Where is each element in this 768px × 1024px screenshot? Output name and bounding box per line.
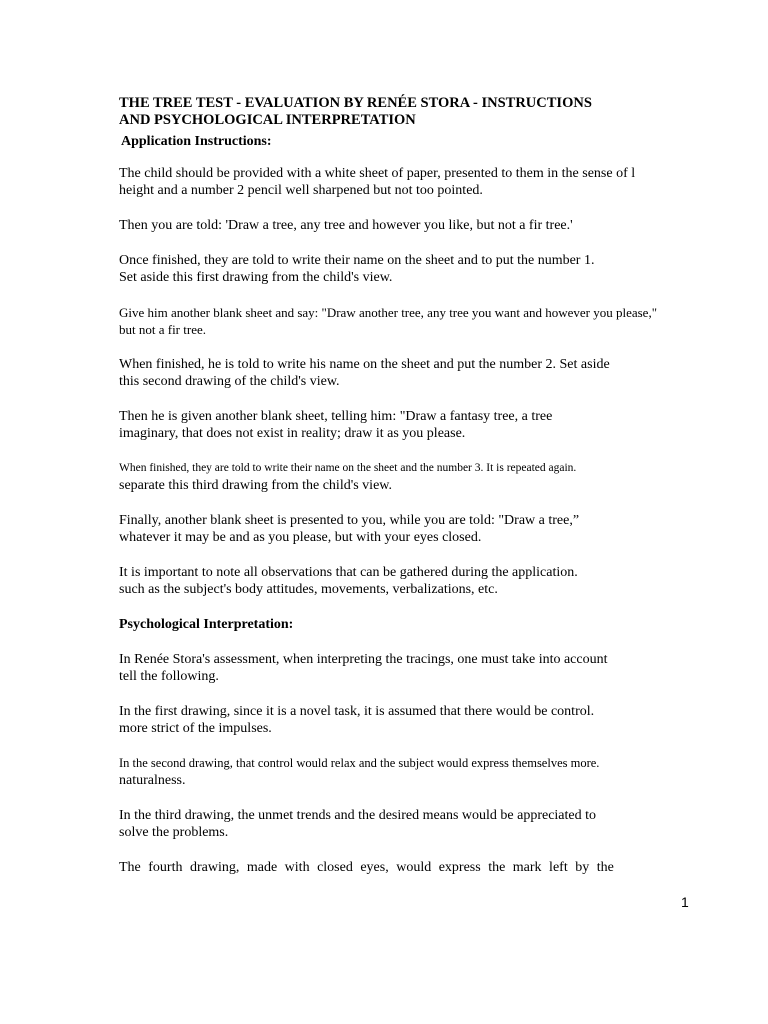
paragraph xyxy=(119,460,719,494)
paragraph-line: imaginary, that does not exist in reality; draw it as you please. xyxy=(119,426,466,441)
paragraph-line: In the first drawing, since it is a novel task, it is assumed that there would be control. xyxy=(119,704,595,719)
paragraph xyxy=(119,807,719,841)
paragraph-line: Set aside this first drawing from the child's view. xyxy=(119,270,393,285)
paragraph xyxy=(119,755,719,789)
title-line: AND PSYCHOLOGICAL INTERPRETATION xyxy=(119,112,416,128)
paragraph-line: Finally, another blank sheet is presented to you, while you are told: "Draw a tree,” xyxy=(119,513,580,528)
paragraph-line: such as the subject's body attitudes, movements, verbalizations, etc. xyxy=(119,582,498,597)
section-heading-interpretation: Psychological Interpretation: xyxy=(119,617,294,632)
paragraph xyxy=(119,859,719,876)
paragraph-line: Then he is given another blank sheet, telling him: "Draw a fantasy tree, a tree xyxy=(119,409,553,424)
paragraph-line: separate this third drawing from the child's view. xyxy=(119,478,392,493)
paragraph xyxy=(119,651,719,685)
paragraph-line: In the second drawing, that control would relax and the subject would express themselves more. xyxy=(119,756,600,770)
paragraph xyxy=(119,252,719,286)
document-body xyxy=(119,95,719,876)
paragraph-line: more strict of the impulses. xyxy=(119,721,272,736)
paragraph xyxy=(119,408,719,442)
page-number: 1 xyxy=(681,894,689,910)
paragraph-line: In the third drawing, the unmet trends and the desired means would be appreciated to xyxy=(119,808,597,823)
paragraph-line: Then you are told: 'Draw a tree, any tree and however you like, but not a fir tree.' xyxy=(119,218,573,233)
paragraph-line: tell the following. xyxy=(119,669,219,684)
paragraph-line: When finished, he is told to write his name on the sheet and put the number 2. Set aside xyxy=(119,357,610,372)
paragraph-line: whatever it may be and as you please, but with your eyes closed. xyxy=(119,530,482,545)
paragraph-line: this second drawing of the child's view. xyxy=(119,374,340,389)
paragraph-line: Give him another blank sheet and say: "Draw another tree, any tree you want and however you please," xyxy=(119,305,658,320)
title-line: THE TREE TEST - EVALUATION BY RENÉE STORA - INSTRUCTIONS xyxy=(119,95,592,111)
paragraph-line: In Renée Stora's assessment, when interpreting the tracings, one must take into account xyxy=(119,652,608,667)
section-heading-application: Application Instructions: xyxy=(121,134,272,149)
paragraph-line: When finished, they are told to write their name on the sheet and the number 3. It is repeated again. xyxy=(119,462,577,474)
paragraph xyxy=(119,564,719,598)
paragraph xyxy=(119,356,719,390)
paragraph-line: The fourth drawing, made with closed eyes, would express the mark left by the xyxy=(119,860,614,875)
paragraph-line: solve the problems. xyxy=(119,825,229,840)
paragraph xyxy=(119,512,719,546)
document-title xyxy=(119,95,719,129)
paragraph xyxy=(119,703,719,737)
paragraph xyxy=(119,165,719,199)
paragraph-line: but not a fir tree. xyxy=(119,322,206,337)
paragraph xyxy=(119,304,719,338)
paragraph-line: Once finished, they are told to write their name on the sheet and to put the number 1. xyxy=(119,253,595,268)
paragraph-line: height and a number 2 pencil well sharpened but not too pointed. xyxy=(119,183,483,198)
paragraph xyxy=(119,217,719,234)
paragraph-line: naturalness. xyxy=(119,773,186,788)
paragraph-line: The child should be provided with a white sheet of paper, presented to them in the sense of l xyxy=(119,166,636,181)
paragraph-line: It is important to note all observations that can be gathered during the application. xyxy=(119,565,578,580)
